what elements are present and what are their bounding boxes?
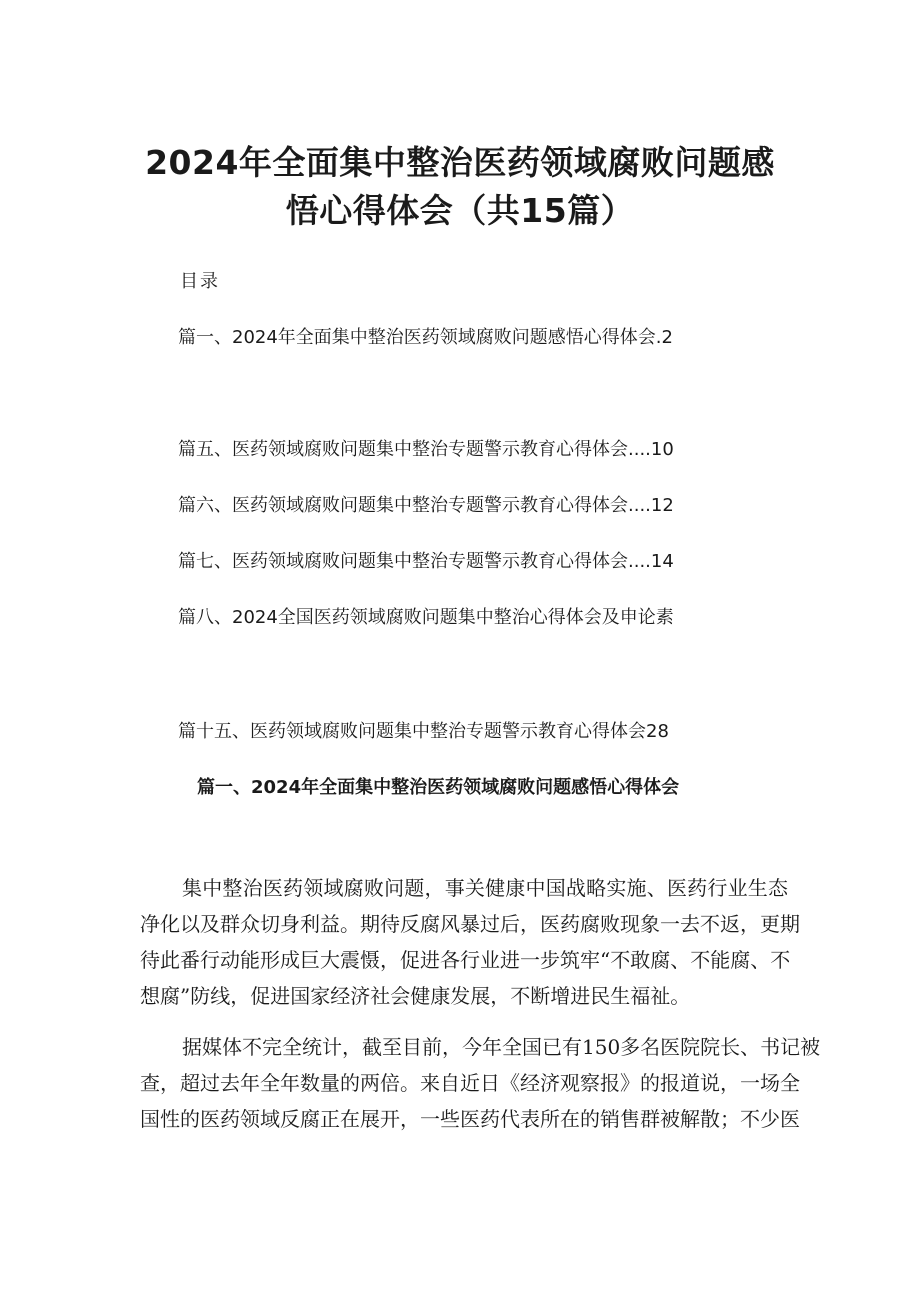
toc-item-label: 篇五、 bbox=[178, 439, 232, 460]
document-title-line1: 2024年全面集中整治医药领域腐败问题感 bbox=[145, 143, 775, 182]
toc-item-label: 篇八、 bbox=[178, 607, 232, 628]
paragraph-line: 想腐”防线，促进国家经济社会健康发展，不断增进民生福祉。 bbox=[140, 984, 691, 1008]
paragraph-line: 据媒体不完全统计，截至目前，今年全国已有150多名医院院长、书记被 bbox=[182, 1035, 821, 1059]
toc-item-label: 篇十五、 bbox=[178, 721, 250, 742]
toc-item-text: 2024年全面集中整治医药领域腐败问题感悟心得体会.2 bbox=[232, 327, 673, 348]
toc-item-text: 医药领域腐败问题集中整治专题警示教育心得体会28 bbox=[250, 721, 669, 742]
toc-item[interactable] bbox=[178, 492, 738, 520]
toc-item[interactable] bbox=[178, 548, 738, 576]
paragraph-line: 查，超过去年全年数量的两倍。来自近日《经济观察报》的报道说，一场全 bbox=[140, 1071, 800, 1095]
toc-item-text: 医药领域腐败问题集中整治专题警示教育心得体会....14 bbox=[232, 551, 674, 572]
toc-item[interactable] bbox=[178, 604, 738, 632]
toc-item-text: 2024全国医药领域腐败问题集中整治心得体会及申论素 bbox=[232, 607, 674, 628]
paragraph-line: 集中整治医药领域腐败问题，事关健康中国战略实施、医药行业生态 bbox=[182, 876, 788, 900]
toc-item[interactable] bbox=[178, 324, 738, 352]
section-heading: 篇一、2024年全面集中整治医药领域腐败问题感悟心得体会 bbox=[197, 777, 680, 798]
paragraph-line: 净化以及群众切身利益。期待反腐风暴过后，医药腐败现象一去不返，更期 bbox=[140, 912, 800, 936]
paragraph-line: 国性的医药领域反腐正在展开，一些医药代表所在的销售群被解散；不少医 bbox=[140, 1107, 800, 1131]
toc-label: 目录 bbox=[180, 271, 220, 292]
toc-item-text: 医药领域腐败问题集中整治专题警示教育心得体会....10 bbox=[232, 439, 674, 460]
toc-item-label: 篇六、 bbox=[178, 495, 232, 516]
toc-item-label: 篇一、 bbox=[178, 327, 232, 348]
toc-item-text: 医药领域腐败问题集中整治专题警示教育心得体会....12 bbox=[232, 495, 674, 516]
toc-item-label: 篇七、 bbox=[178, 551, 232, 572]
toc-item[interactable] bbox=[178, 718, 738, 746]
paragraph-line: 待此番行动能形成巨大震慑，促进各行业进一步筑牢“不敢腐、不能腐、不 bbox=[140, 948, 791, 972]
document-title-line2: 悟心得体会（共15篇） bbox=[285, 191, 635, 230]
toc-item[interactable] bbox=[178, 436, 738, 464]
